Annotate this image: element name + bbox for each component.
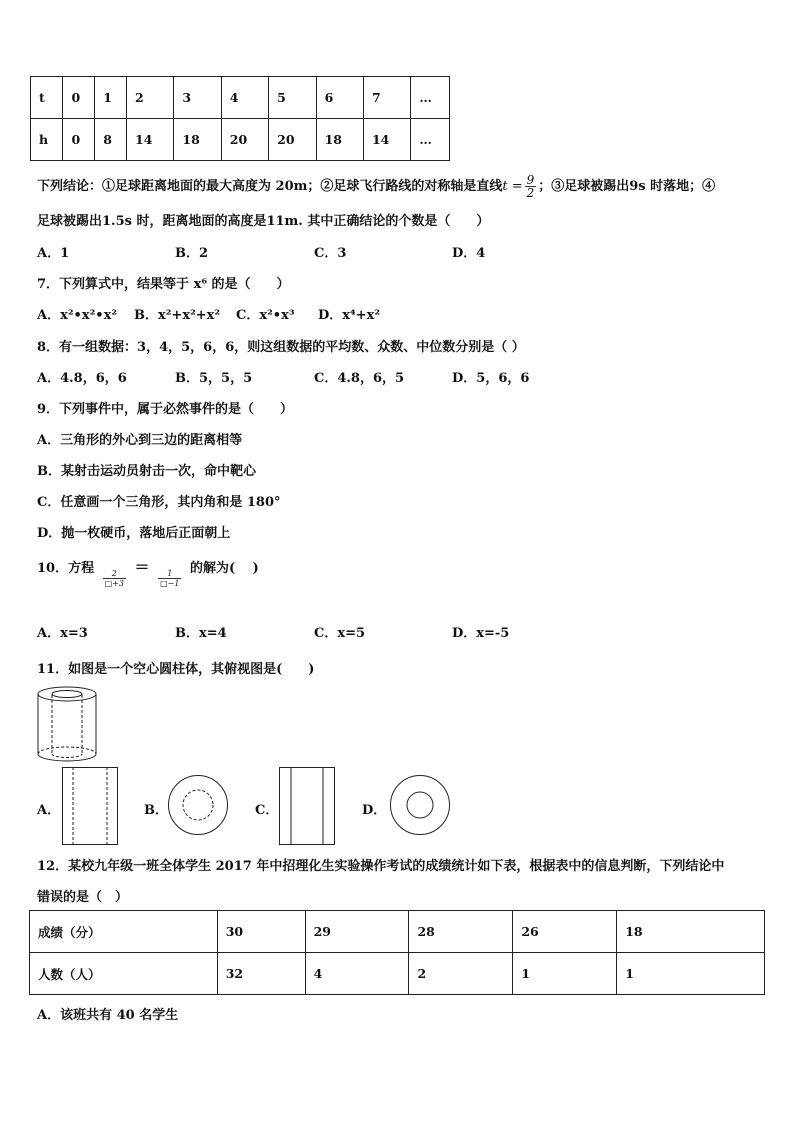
- table-cell: h: [31, 119, 63, 161]
- q6-option-c: C．3: [314, 246, 347, 261]
- table-cell: 32: [217, 953, 305, 995]
- table-cell: 14: [127, 119, 174, 161]
- q12-option-a: A．该班共有 40 名学生: [37, 1008, 179, 1023]
- table-cell: 20: [221, 119, 268, 161]
- q10-fraction-2: [158, 569, 181, 588]
- q8-option-a: A．4.8，6，6: [37, 371, 127, 386]
- table-cell: 7: [363, 77, 410, 119]
- table-cell: 1: [95, 77, 127, 119]
- q8-option-b: B．5，5，5: [175, 371, 253, 386]
- table-cell: 0: [63, 119, 95, 161]
- q10-stem: [37, 556, 259, 588]
- table-cell: 1: [617, 953, 765, 995]
- table-cell: 8: [95, 119, 127, 161]
- q7-option-a: A．x²•x²•x²: [37, 308, 118, 323]
- fraction-denominator: □−1: [160, 579, 180, 588]
- q12-stem-line-2: 错误的是（ ）: [37, 890, 129, 905]
- q7-option-d: D．x⁴+x²: [318, 308, 381, 323]
- q10-text-a: 10．方程: [37, 561, 95, 576]
- t-h-table: [30, 76, 450, 161]
- table-cell: …: [411, 119, 450, 161]
- q9-option-c: C．任意画一个三角形，其内角和是 180°: [37, 495, 281, 510]
- q11-stem: 11．如图是一个空心圆柱体，其俯视图是( ): [37, 662, 315, 677]
- table-header-cell: 成绩（分）: [30, 911, 218, 953]
- q6-option-d: D．4: [452, 246, 486, 261]
- q6-text-a: 下列结论：①足球距离地面的最大高度为 20m；②足球飞行路线的对称轴是直线: [37, 179, 503, 194]
- q10-equals: ＝: [134, 558, 150, 576]
- score-table: [29, 910, 765, 995]
- q9-option-d: D．抛一枚硬币，落地后正面朝上: [37, 526, 231, 541]
- q10-option-c: C．x=5: [314, 626, 366, 641]
- q9-stem: 9．下列事件中，属于必然事件的是（ ）: [37, 402, 294, 417]
- table-cell: 5: [269, 77, 316, 119]
- q12-stem-line-1: 12．某校九年级一班全体学生 2017 年中招理化生实验操作考试的成绩统计如下表，根据表中的信息判断，下列结论中: [37, 859, 725, 874]
- table-cell: 4: [305, 953, 409, 995]
- fraction-denominator: 2: [526, 186, 535, 200]
- q8-option-d: D．5，6，6: [452, 371, 530, 386]
- q11-option-b-figure: [167, 774, 229, 836]
- q10-option-a: A．x=3: [37, 626, 88, 641]
- table-cell: 2: [127, 77, 174, 119]
- table-header-cell: 人数（人）: [30, 953, 218, 995]
- q11-option-c-figure: [279, 767, 335, 845]
- table-row: [30, 911, 765, 953]
- q6-fraction: [525, 174, 537, 199]
- table-cell: 18: [316, 119, 363, 161]
- fraction-numerator: 9: [526, 173, 535, 187]
- q11-option-d-figure: [389, 774, 451, 836]
- q11-option-a-label: A．: [37, 803, 61, 818]
- fraction-numerator: 1: [167, 569, 173, 578]
- q8-stem: 8．有一组数据：3，4，5，6，6，则这组数据的平均数、众数、中位数分别是（ ）: [37, 340, 525, 355]
- q6-t-var: t =: [502, 179, 523, 194]
- table-row: [30, 953, 765, 995]
- table-cell: 1: [513, 953, 617, 995]
- table-cell: t: [31, 77, 63, 119]
- fraction-numerator: 2: [111, 569, 117, 578]
- q6-option-a: A．1: [37, 246, 70, 261]
- q6-line-2: 足球被踢出1.5s 时，距离地面的高度是11m. 其中正确结论的个数是（ ）: [37, 214, 490, 229]
- q10-option-b: B．x=4: [175, 626, 227, 641]
- q6-option-b: B．2: [175, 246, 209, 261]
- fraction-denominator: □+3: [104, 579, 124, 588]
- table-cell: 26: [513, 911, 617, 953]
- q7-option-b: B．x²+x²+x²: [134, 308, 221, 323]
- table-cell: 28: [409, 911, 513, 953]
- table-cell: 6: [316, 77, 363, 119]
- q6-line-1: [37, 174, 715, 199]
- q10-text-b: 的解为( ): [189, 561, 259, 576]
- table-cell: 14: [363, 119, 410, 161]
- table-cell: 3: [174, 77, 221, 119]
- q7-option-c: C．x²•x³: [236, 308, 295, 323]
- table-cell: 18: [617, 911, 765, 953]
- q11-option-a-figure: [62, 767, 118, 845]
- q11-option-b-label: B．: [144, 803, 168, 818]
- q11-option-d-label: D．: [362, 803, 387, 818]
- hollow-cylinder-figure: [34, 684, 100, 764]
- table-row: [31, 119, 450, 161]
- table-cell: 18: [174, 119, 221, 161]
- q9-option-a: A．三角形的外心到三边的距离相等: [37, 433, 243, 448]
- q11-option-c-label: C．: [255, 803, 279, 818]
- table-cell: 29: [305, 911, 409, 953]
- q10-option-d: D．x=-5: [452, 626, 510, 641]
- table-cell: 0: [63, 77, 95, 119]
- q10-fraction-1: [103, 569, 126, 588]
- table-cell: 20: [269, 119, 316, 161]
- table-row: [31, 77, 450, 119]
- table-cell: …: [411, 77, 450, 119]
- table-cell: 4: [221, 77, 268, 119]
- table-cell: 30: [217, 911, 305, 953]
- q7-stem: 7．下列算式中，结果等于 x⁶ 的是（ ）: [37, 277, 290, 292]
- q6-text-b: ；③足球被踢出9s 时落地；④: [538, 179, 716, 194]
- q8-option-c: C．4.8，6，5: [314, 371, 405, 386]
- q9-option-b: B．某射击运动员射击一次，命中靶心: [37, 464, 256, 479]
- table-cell: 2: [409, 953, 513, 995]
